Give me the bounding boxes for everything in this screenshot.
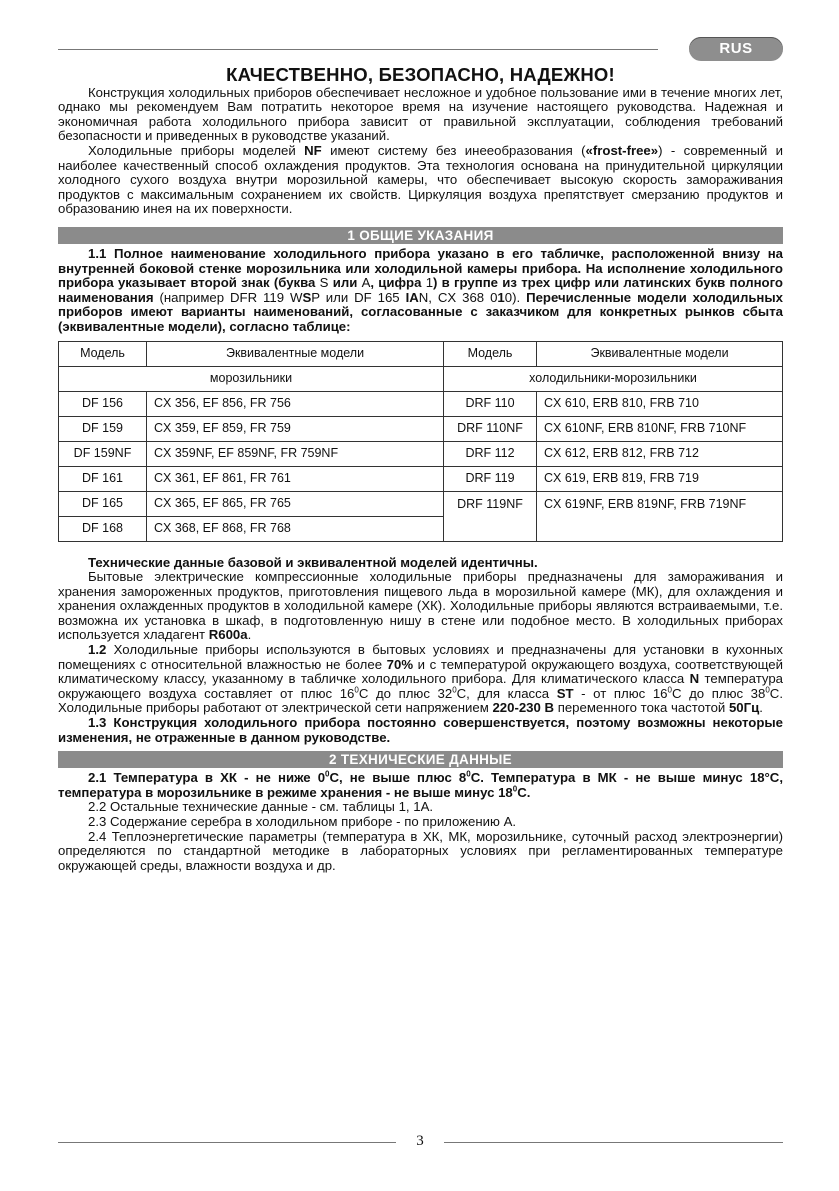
header-model-left: Модель [59,341,147,366]
right-model-cell: DRF 110 [444,391,537,416]
page-number: 3 [416,1133,424,1149]
intro-paragraph-1: Конструкция холодильных приборов обеспечивает несложное и удобное пользование ими в течение многих лет, однако мы рекомендуем Вам потратить некоторое время на изучение настоящего руководства. Надежная и экономичная работа холодильного прибора зависит от правильной эксплуатации, соблюдения требований безопасности и приведенных в руководстве указаний. [58,84,783,144]
table-row [59,466,783,491]
paragraph-2-1: 2.1 Температура в ХК - не ниже $0^0С$, не выше плюс $8^0С$. Температура в МК - не выше минус 18°С, температура в морозильнике в режиме хранения - не выше минус $18^0С$. [58,769,783,800]
header-equiv-right: Эквивалентные модели [537,341,783,366]
left-equiv-cell: CX 359NF, EF 859NF, FR 759NF [147,441,444,466]
table-header-row [59,341,783,366]
table-subheader-row [59,366,783,391]
tech-identical-note: Технические данные базовой и эквивалентной моделей идентичны. [88,554,538,570]
paragraph-2-4: 2.4 Теплоэнергетические параметры (температура в ХК, МК, морозильнике, суточный расход электроэнергии) определяются по стандартной методике в лабораторных условиях при регламентированных температуре окружающей среды, влажности воздуха и др. [58,828,783,873]
table-row [59,491,783,516]
left-model-cell: DF 159NF [59,441,147,466]
paragraph-2-2: 2.2 Остальные технические данные - см. таблицы 1, 1А. [88,799,434,815]
subheader-fridge-freezers: холодильники-морозильники [444,366,783,391]
paragraph-1-3: 1.3 Конструкция холодильного прибора постоянно совершенствуется, поэтому возможны некоторые изменения, не отраженные в данном руководстве. [58,715,783,745]
footer-rule-left [58,1142,396,1143]
paragraph-1-1: 1.1 Полное наименование холодильного прибора указано в его табличке, расположенной внизу на внутренней боковой стенке морозильника или холодильной камеры прибора. На исполнение холодильного прибора указывает второй знак (буква S или A, цифра 1) в группе из трех цифр или латинских букв полного наименования (например DFR 119 WSP или DF 165 IAN, CX 368 010). Перечисленные модели холодильных приборов имеют варианты наименований, согласованные с заказчиком для конкретных рынков сбыта (эквивалентные модели), согласно таблице: [58,245,783,334]
right-model-cell: DRF 112 [444,441,537,466]
section-1-heading: 1 ОБЩИЕ УКАЗАНИЯ [58,227,783,244]
equivalent-models-table [58,341,783,542]
language-badge: RUS [689,37,783,61]
left-model-cell: DF 168 [59,516,147,541]
left-equiv-cell: CX 359, EF 859, FR 759 [147,416,444,441]
right-model-cell: DRF 119 [444,466,537,491]
right-equiv-cell: CX 610NF, ERB 810NF, FRB 710NF [537,416,783,441]
left-model-cell: DF 161 [59,466,147,491]
left-model-cell: DF 156 [59,391,147,416]
left-model-cell: DF 159 [59,416,147,441]
right-model-cell: DRF 119NF [444,491,537,541]
right-equiv-cell: CX 612, ERB 812, FRB 712 [537,441,783,466]
right-equiv-cell: CX 619NF, ERB 819NF, FRB 719NF [537,491,783,541]
intro-paragraph-2: Холодильные приборы моделей NF имеют систему без инееобразования («frost-free») - современный и наиболее качественный способ охлаждения продуктов. Эта технология основана на принудительной циркуляции холодного сухого воздуха внутри морозильной камеры, что обеспечивает высокую скорость замораживания продуктов с максимальным сохранением их свойств. Циркуляция воздуха препятствует смерзанию продуктов и образованию инея на их поверхности. [58,142,784,217]
left-model-cell: DF 165 [59,491,147,516]
left-equiv-cell: CX 356, EF 856, FR 756 [147,391,444,416]
right-equiv-cell: CX 619, ERB 819, FRB 719 [537,466,783,491]
header-equiv-left: Эквивалентные модели [147,341,444,366]
right-model-cell: DRF 110NF [444,416,537,441]
paragraph-1-2: 1.2 Холодильные приборы используются в бытовых условиях и предназначены для установки в кухонных помещениях с относительной влажностью не более 70% и с температурой окружающего воздуха, соответствующей климатическому классу, указанному в табличке холодильного прибора. Для климатического класса N температура окружающего воздуха составляет от плюс $16^0С$ до плюс $32^0С$, для класса ST - от плюс $16^0С$ до плюс $38^0С$. Холодильные приборы работают от электрической сети напряжением 220-230 В переменного тока частотой 50Гц. [58,642,783,716]
subheader-freezers: морозильники [59,366,444,391]
table-row [59,441,783,466]
table-row [59,416,783,441]
header-rule [58,49,658,50]
right-equiv-cell: CX 610, ERB 810, FRB 710 [537,391,783,416]
paragraph-2-3: 2.3 Содержание серебра в холодильном приборе - по приложению А. [88,814,517,829]
left-equiv-cell: CX 361, EF 861, FR 761 [147,466,444,491]
header-model-right: Модель [444,341,537,366]
page-title: КАЧЕСТВЕННО, БЕЗОПАСНО, НАДЕЖНО! [226,64,615,85]
left-equiv-cell: CX 365, EF 865, FR 765 [147,491,444,516]
section-2-heading: 2 ТЕХНИЧЕСКИЕ ДАННЫЕ [58,751,783,768]
page-content [58,64,784,873]
household-paragraph: Бытовые электрические компрессионные холодильные приборы предназначены для замораживания и хранения замороженных продуктов, приготовления пищевого льда в морозильной камере (МК), для охлаждения и хранения охлажденных продуктов в холодильной камере (ХК). Холодильные приборы являются встраиваемыми, т.е. возможна их установка в шкаф, в подготовленную нишу в стене или подобное место. В холодильных приборах используется хладагент R600a. [58,569,783,643]
left-equiv-cell: CX 368, EF 868, FR 768 [147,516,444,541]
footer-rule-right [444,1142,783,1143]
table-row [59,391,783,416]
